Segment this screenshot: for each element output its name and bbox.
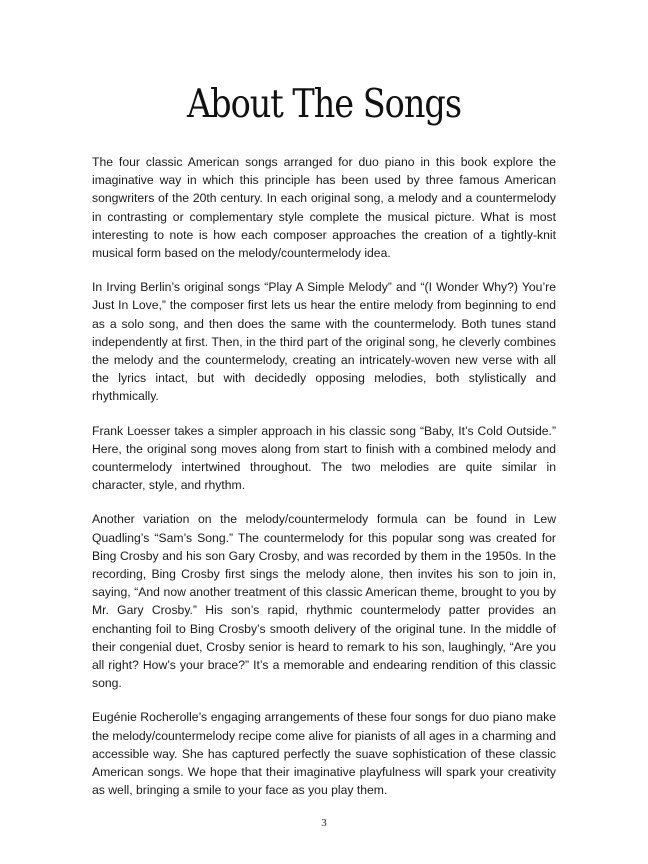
page-title: About The Songs (186, 82, 462, 127)
paragraph-quadling: Another variation on the melody/countermelody formula can be found in Lew Quadling’s “Sam’s Song.” The countermelody for this popular song was created for Bing Crosby and his son Gary Crosby, and was recorded by them in the 1950s. In the recording, Bing Crosby first sings the melody alone, then invites his son to join in, saying, “And now another treatment of this classic American theme, brought to you by Mr. Gary Crosby.” His son’s rapid, rhythmic countermelody patter provides an enchanting foil to Bing Crosby’s smooth delivery of the original tune. In the middle of their congenial duet, Crosby senior is heard to remark to his son, laughingly, “Are you all right? How’s your brace?” It’s a memorable and endearing rendition of this classic song. (92, 512, 556, 691)
paragraph-loesser: Frank Loesser takes a simpler approach in his classic song “Baby, It’s Cold Outside.” Here, the original song moves along from start to finish with a combined melody and countermelody intertwined throughout. The two melodies are quite similar in character, style, and rhythm. (92, 423, 556, 493)
paragraph-berlin: In Irving Berlin’s original songs “Play A Simple Melody” and “(I Wonder Why?) You’re Just In Love,” the composer first lets us hear the entire melody from beginning to end as a solo song, and then does the same with the countermelody. Both tunes stand independently at first. Then, in the third part of the original song, he cleverly combines the melody and the countermelody, creating an intricately-woven new verse with all the lyrics intact, but with decidedly opposing melodies, both stylistically and rhythmically. (92, 280, 556, 404)
page-number: 3 (321, 817, 327, 829)
paragraph-rocherolle: Eugénie Rocherolle’s engaging arrangements of these four songs for duo piano make the melody/countermelody recipe come alive for pianists of all ages in a charming and accessible way. She has captured perfectly the suave sophistication of these classic American songs. We hope that their imaginative playfulness will spark your creativity as well, bringing a smile to your face as you play them. (92, 710, 556, 798)
body-text (92, 153, 556, 816)
paragraph-intro: The four classic American songs arranged for duo piano in this book explore the imaginative way in which this principle has been used by three famous American songwriters of the 20th century. In each original song, a melody and a countermelody in contrasting or complementary style complete the musical picture. What is most interesting to note is how each composer approaches the creation of a tightly-knit musical form based on the melody/countermelody idea. (92, 155, 556, 261)
